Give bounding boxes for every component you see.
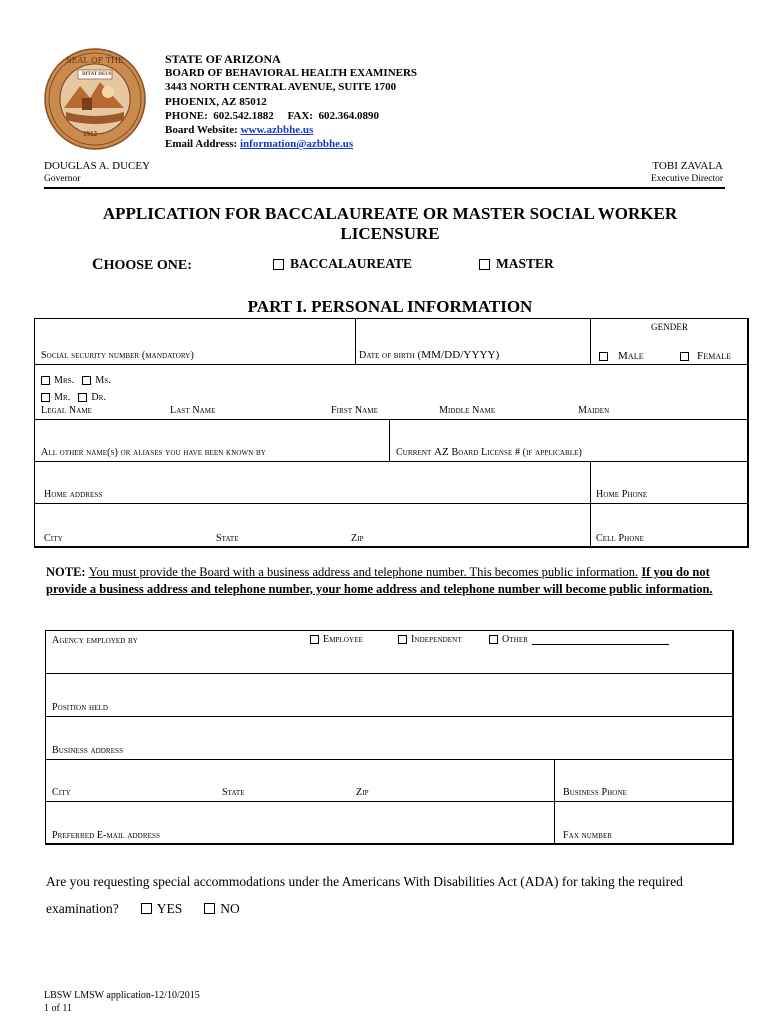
dob-label: Date of birth: [359, 350, 415, 361]
dob-format: (MM/DD/YYYY): [417, 349, 500, 361]
license-label-c: Board License # (if applicable): [451, 447, 582, 458]
part1-heading: PART I. PERSONAL INFORMATION: [247, 297, 533, 316]
website-link[interactable]: www.azbbhe.us: [240, 124, 314, 137]
employee-option[interactable]: [310, 634, 363, 645]
cell-phone-field[interactable]: [590, 503, 749, 548]
cell-phone-label: Cell Phone: [596, 533, 645, 544]
male-option[interactable]: [599, 350, 644, 362]
note-text1: You must provide the Board with a business address and telephone number. This becomes public information.: [88, 565, 639, 579]
independent-checkbox[interactable]: [398, 635, 407, 644]
ada-question-text: Are you requesting special accommodations under the Americans With Disabilities Act (ADA) for taking the required: [46, 874, 683, 889]
ada-yes-checkbox[interactable]: [141, 903, 152, 914]
license-label-a: Current: [396, 447, 432, 458]
ms-checkbox[interactable]: [82, 376, 91, 385]
business-phone-label: Business Phone: [563, 787, 627, 798]
mr-label: Mr.: [54, 392, 71, 403]
master-checkbox[interactable]: [479, 259, 490, 270]
agency-label: Agency employed by: [52, 635, 138, 646]
license-label-wrap: [396, 446, 582, 458]
business-city-state-zip-field[interactable]: [45, 759, 555, 802]
mrs-label: Mrs.: [54, 375, 75, 386]
option-baccalaureate[interactable]: [273, 256, 412, 272]
mr-checkbox[interactable]: [41, 393, 50, 402]
home-address-field[interactable]: [34, 461, 591, 504]
home-phone-field[interactable]: [590, 461, 749, 504]
other-blank-line[interactable]: [532, 635, 669, 645]
note-label: NOTE:: [46, 565, 86, 579]
mrs-checkbox[interactable]: [41, 376, 50, 385]
governor-block: [44, 160, 150, 186]
gender-field: [590, 318, 749, 365]
home-phone-label: Home Phone: [596, 489, 648, 500]
aliases-field[interactable]: [34, 419, 390, 462]
dr-label: Dr.: [91, 392, 107, 403]
business-zip-label: Zip: [356, 787, 369, 798]
governor-name: DOUGLAS A. DUCEY: [44, 160, 151, 172]
personal-info-table: [34, 318, 748, 547]
seal-year: 1912: [83, 130, 97, 138]
header-divider: [44, 187, 725, 189]
position-field[interactable]: [45, 673, 734, 717]
dob-field[interactable]: [355, 318, 591, 365]
business-address-field[interactable]: [45, 716, 734, 760]
license-label-b: AZ: [433, 446, 449, 458]
first-name-label: First Name: [331, 405, 379, 416]
board-address-line2: PHOENIX, AZ 85012: [165, 95, 267, 108]
position-label: Position held: [52, 702, 109, 713]
employment-table: [45, 630, 733, 844]
home-city-label: City: [44, 533, 63, 544]
independent-option[interactable]: [398, 634, 462, 645]
ssn-field[interactable]: [34, 318, 356, 365]
title-mrs-ms: [41, 375, 111, 386]
employee-label: Employee: [323, 634, 363, 645]
aliases-label: All other name(s) or aliases you have been known by: [41, 447, 266, 458]
ms-label: Ms.: [95, 375, 111, 386]
director-block: [651, 160, 723, 186]
preferred-email-label: Preferred E-mail address: [52, 830, 160, 841]
dob-label-wrap: [359, 349, 499, 361]
legal-name-label: Legal Name: [41, 405, 93, 416]
female-checkbox[interactable]: [680, 352, 689, 361]
dr-checkbox[interactable]: [78, 393, 87, 402]
baccalaureate-checkbox[interactable]: [273, 259, 284, 270]
female-label: Female: [697, 350, 732, 362]
maiden-label: Maiden: [578, 405, 610, 416]
master-label: MASTER: [496, 256, 554, 271]
ada-yes-option[interactable]: [141, 895, 183, 922]
ada-no-checkbox[interactable]: [204, 903, 215, 914]
board-phone-fax: PHONE: 602.542.1882 FAX: 602.364.0890: [165, 109, 379, 122]
agency-contact-block: [165, 52, 417, 151]
email-link[interactable]: information@azbbhe.us: [239, 138, 354, 151]
business-city-label: City: [52, 787, 71, 798]
form-title: [60, 204, 720, 244]
ssn-label: Social security number (mandatory): [41, 350, 194, 361]
director-name: TOBI ZAVALA: [652, 160, 723, 172]
baccalaureate-label: BACCALAUREATE: [290, 256, 413, 271]
board-address-line1: 3443 NORTH CENTRAL AVENUE, SUITE 1700: [165, 81, 397, 94]
other-checkbox[interactable]: [489, 635, 498, 644]
preferred-email-field[interactable]: [45, 801, 555, 845]
page-footer: [44, 989, 200, 1015]
email-label: Email Address:: [165, 138, 238, 151]
choose-initial: C: [92, 256, 104, 273]
business-address-label: Business address: [52, 745, 124, 756]
note-text2: If you do not provide a business address and telephone number, your home address and telephone number will become public information.: [46, 565, 713, 596]
male-checkbox[interactable]: [599, 352, 608, 361]
director-title: Executive Director: [650, 174, 723, 184]
ada-question-end: examination?: [46, 901, 119, 916]
ada-question: [46, 868, 736, 922]
fax-field[interactable]: [554, 801, 734, 845]
svg-text:SEAL OF THE: SEAL OF THE: [66, 56, 124, 65]
home-address-label: Home address: [44, 489, 103, 500]
form-title-line1: APPLICATION FOR BACCALAUREATE OR MASTER SOCIAL WORKER: [102, 204, 678, 223]
ada-no-option[interactable]: [204, 895, 240, 922]
legal-name-field[interactable]: [34, 364, 749, 420]
board-name: BOARD OF BEHAVIORAL HEALTH EXAMINERS: [165, 67, 418, 80]
ada-no-label: NO: [220, 901, 240, 916]
state-name: STATE OF ARIZONA: [165, 52, 281, 66]
title-mr-dr: [41, 392, 106, 403]
choose-rest: HOOSE ONE:: [103, 258, 192, 273]
gender-label: GENDER: [651, 322, 689, 332]
license-field[interactable]: [389, 419, 749, 462]
seal-motto: DITAT DEUS: [82, 72, 112, 77]
last-name-label: Last Name: [170, 405, 216, 416]
public-info-note: [46, 564, 736, 597]
business-state-label: State: [222, 787, 245, 798]
website-label: Board Website:: [165, 124, 238, 137]
choose-one-label: [92, 256, 192, 274]
employee-checkbox[interactable]: [310, 635, 319, 644]
home-zip-label: Zip: [351, 533, 364, 544]
ada-yes-label: YES: [156, 901, 183, 916]
home-city-state-zip-field[interactable]: [34, 503, 591, 548]
male-label: Male: [618, 350, 644, 362]
middle-name-label: Middle Name: [439, 405, 496, 416]
fax-label: Fax number: [563, 830, 613, 841]
home-state-label: State: [216, 533, 239, 544]
female-option[interactable]: [680, 350, 731, 362]
independent-label: Independent: [411, 634, 462, 645]
business-phone-field[interactable]: [554, 759, 734, 802]
other-label: Other: [502, 634, 528, 645]
form-id: LBSW LMSW application-12/10/2015: [44, 990, 200, 1001]
page-number: 1 of 11: [44, 1003, 72, 1014]
governor-title: Governor: [44, 174, 81, 184]
other-option[interactable]: [489, 634, 669, 645]
form-title-line2: LICENSURE: [340, 224, 440, 243]
option-master[interactable]: [479, 256, 554, 272]
agency-field[interactable]: [45, 630, 734, 674]
